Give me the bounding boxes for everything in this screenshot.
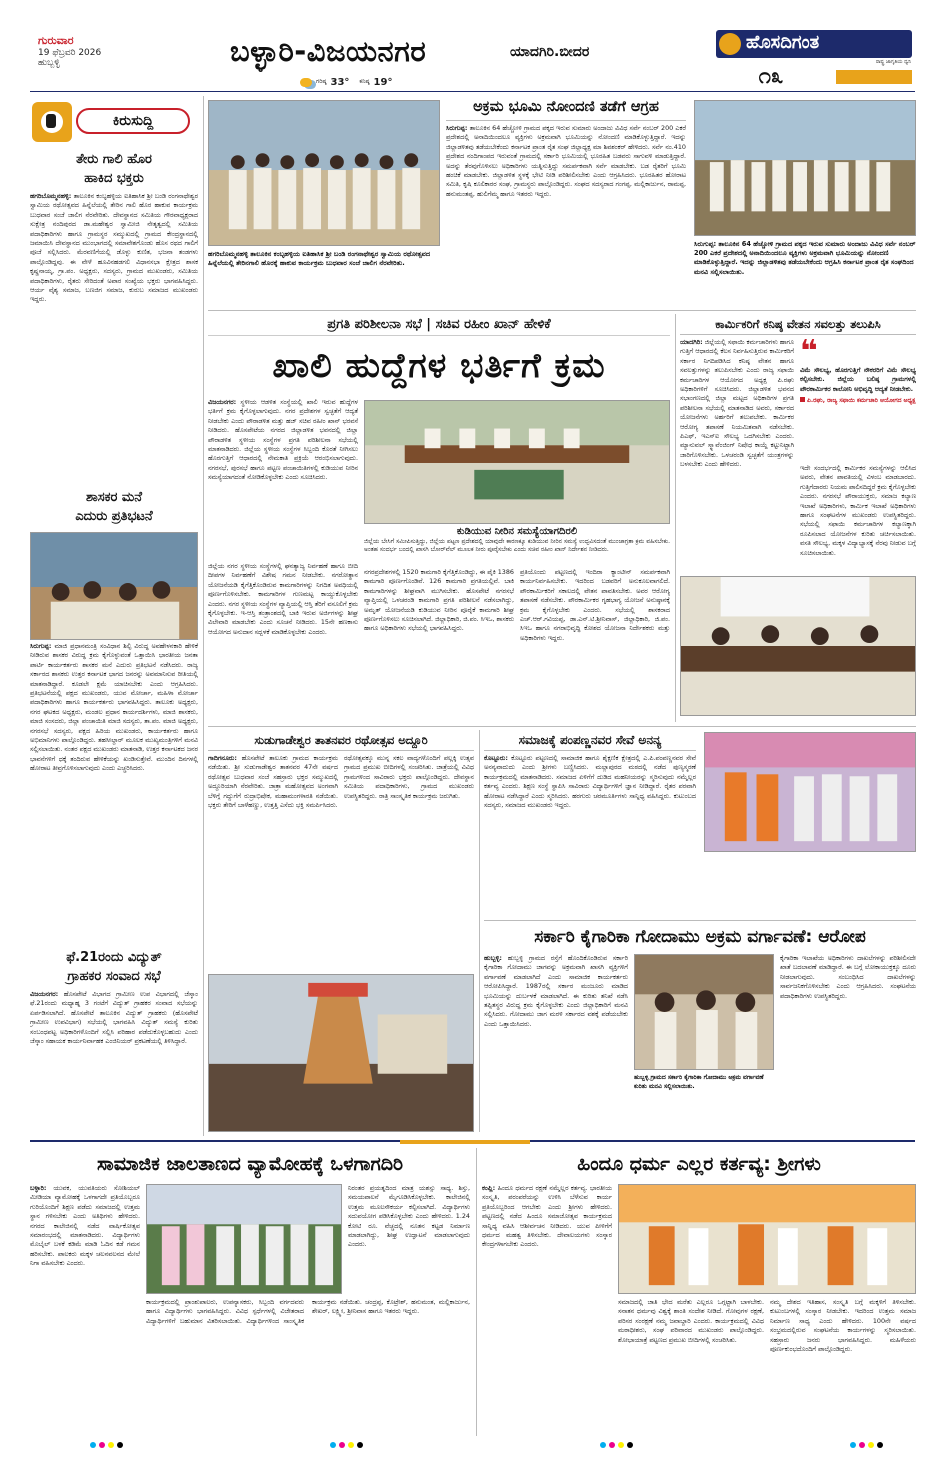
kirusuddi-story2-text: ಮಾಜಿ ಪ್ರಧಾನಮಂತ್ರಿ ಸಂವಿಧಾನ ಶಿಲ್ಪಿ ವಿರುದ್ಧ ಅವಹೇಳನಕಾರಿ ಹೇಳಿಕೆ ನೀಡಿರುವ ಶಾಸಕರ ವಿರುದ್ಧ ಕ್ರಮ ಕೈಗೊಳ್ಳುವಂತೆ ಒತ್ತಾಯಿಸಿ ಭಾರತೀಯ ಜನತಾ ಪಾರ್ಟಿ ಕಾರ್ಯಕರ್ತರು ಶಾಸಕರ ಮನೆ ಎದುರು ಪ್ರತಿಭಟನೆ ನಡೆಸಿದರು. ರಾಜ್ಯ ಸರ್ಕಾರದ ಶಾಸಕರು ಉತ್ತರ ಕರ್ನಾಟಕ ಭಾಗದ ಜನರನ್ನು ಅವಮಾನಿಸುವ ರೀತಿಯಲ್ಲಿ ಮಾತನಾಡಿದ್ದಾರೆ. ಕೂಡಲೇ ಕ್ಷಮೆ ಯಾಚಿಸಬೇಕು ಎಂದು ಆಗ್ರಹಿಸಿದರು. ಪ್ರತಿಭಟನೆಯಲ್ಲಿ ಪಕ್ಷದ ಮುಖಂಡರು, ಯುವ ಮೋರ್ಚಾ, ಮಹಿಳಾ ಮೋರ್ಚಾ ಪದಾಧಿಕಾರಿಗಳು ಹಾಗೂ ಕಾರ್ಯಕರ್ತರು ಭಾಗವಹಿಸಿದ್ದರು. ತಾಲೂಕು ಅಧ್ಯಕ್ಷರು, ನಗರ ಘಟಕದ ಅಧ್ಯಕ್ಷರು, ಮಂಡಲ ಪ್ರಧಾನ ಕಾರ್ಯದರ್ಶಿಗಳು, ಮಾಜಿ ಶಾಸಕರು, ಮಾಜಿ ಸಂಸದರು, ಜಿಲ್ಲಾ ಪಂಚಾಯಿತಿ ಮಾಜಿ ಸದಸ್ಯರು, ತಾ.ಪಂ. ಮಾಜಿ ಅಧ್ಯಕ್ಷರು, ನಗರಸಭೆ ಸದಸ್ಯರು, ಪಕ್ಷದ ಹಿರಿಯ ಮುಖಂಡರು, ಕಾರ್ಯಕರ್ತರು ಹಾಗೂ ಅಭಿಮಾನಿಗಳು ಪಾಲ್ಗೊಂಡಿದ್ದರು. ತಹಸೀಲ್ದಾರ್ ಮೂಲಕ ಮುಖ್ಯಮಂತ್ರಿಗಳಿಗೆ ಮನವಿ ಸಲ್ಲಿಸಲಾಯಿತು. ನಂತರ ಪಕ್ಷದ ಮುಖಂಡರು ಮಾತನಾಡಿ, ಉತ್ತರ ಕರ್ನಾಟಕದ ಜನರ ಭಾವನೆಗಳಿಗೆ ಧಕ್ಕೆ ತಂದಿರುವ ಹೇಳಿಕೆಯನ್ನು ಖಂಡಿಸುತ್ತೇವೆ. ಮುಂದಿನ ದಿನಗಳಲ್ಲಿ ಹೋರಾಟ ತೀವ್ರಗೊಳಿಸಲಾಗುವುದು ಎಂದು ಎಚ್ಚರಿಸಿದರು. xyxy=(30,642,198,773)
masthead xyxy=(0,0,945,92)
dharma-dateline: ಕಂಪ್ಲಿ: xyxy=(482,1184,496,1192)
wage-dateline: ಯಾದಗಿರಿ: xyxy=(680,338,703,346)
black-dot xyxy=(877,1442,883,1448)
social-text3: ಕಾರ್ಯಕ್ರಮದಲ್ಲಿ ಪ್ರಾಂಶುಪಾಲರು, ಉಪನ್ಯಾಸಕರು, ಸಿಬ್ಬಂದಿ ವರ್ಗದವರು ಹಾಗೂ ವಿದ್ಯಾರ್ಥಿಗಳು ಭಾಗವಹಿಸಿದ್ದರು. ವಿವಿಧ ಸ್ಪರ್ಧೆಗಳಲ್ಲಿ ವಿಜೇತರಾದ ವಿದ್ಯಾರ್ಥಿಗಳಿಗೆ ಬಹುಮಾನ ವಿತರಿಸಲಾಯಿತು. ವಿದ್ಯಾರ್ಥಿಗಳಿಂದ ಸಾಂಸ್ಕೃತಿಕ ಕಾರ್ಯಕ್ರಮ ನಡೆಯಿತು. ಚಂದ್ರಪ್ಪ, ಕೊಟ್ರೇಶ್, ಹನುಮಂತ, ಮಲ್ಲಿಕಾರ್ಜುನ, ಶೇಖರ್, ಲಕ್ಷ್ಮೀ, ಶ್ರೀನಿವಾಸ ಹಾಗೂ ಇತರರು ಇದ್ದರು. xyxy=(146,1298,470,1325)
lead-col1 xyxy=(208,398,358,558)
dharma-event-photo xyxy=(618,1184,916,1294)
seva-col1 xyxy=(484,754,696,914)
chariot-wheel-caption: ಹಗರಿಬೊಮ್ಮನಹಳ್ಳಿ ತಾಲೂಕಿನ ಕಂಬ್ಳಹಳ್ಳಿಯ ಐತಿಹಾಸಿಕ ಶ್ರೀ ಬಂಡಿ ರಂಗನಾಥೇಶ್ವರ ಸ್ವಾಮಿಯ ರಥೋತ್ಸವದ ಹಿನ್ನೆಲೆಯಲ್ಲಿ ತೇರಿನಗಾಲಿ ಹೊರಕ್ಕೆ ಹಾಕುವ ಕಾರ್ಯಕ್ರಮ ಬುಧವಾರ ಸಂಜೆ ಜಾಲಿಗ ನೆರವೇರಿತು. xyxy=(208,250,431,268)
row-rule-2 xyxy=(208,726,916,727)
kirusuddi-story1-head-line2: ಹಾಕಿದ ಭಕ್ತರು xyxy=(84,171,144,186)
page-strip xyxy=(836,70,912,84)
wage-story-head: ಕಾರ್ಮಿಕರಿಗೆ ಕನಿಷ್ಠ ವೇತನ ಸವಲತ್ತು ತಲುಪಿಸಿ xyxy=(680,314,916,335)
magenta-dot xyxy=(339,1442,345,1448)
lead-col1-text: ಸ್ಥಳೀಯ ಆಡಳಿತ ಸಂಸ್ಥೆಯಲ್ಲಿ ಖಾಲಿ ಇರುವ ಹುದ್ದೆಗಳ ಭರ್ತಿಗೆ ಕ್ರಮ ಕೈಗೊಳ್ಳಲಾಗುವುದು. ನಗರ ಪ್ರದೇಶಗಳ ಸ್ವಚ್ಛತೆಗೆ ಆದ್ಯತೆ ನೀಡಬೇಕು ಎಂದು ಪೌರಾಡಳಿತ ಮತ್ತು ಹಜ್ ಸಚಿವ ರಹೀಂ ಖಾನ್ ಭರವಸೆ ನೀಡಿದರು. ಹೊಸಪೇಟೆಯ ನಗರದ ಜಿಲ್ಲಾಡಳಿತ ಭವನದಲ್ಲಿ ಜಿಲ್ಲಾ ಪೌರಾಡಳಿತ ಸ್ಥಳೀಯ ಸಂಸ್ಥೆಗಳ ಪ್ರಗತಿ ಪರಿಶೀಲನಾ ಸಭೆಯಲ್ಲಿ ಮಾತನಾಡಿದರು. ಜಿಲ್ಲೆಯ ಸ್ಥಳೀಯ ಸಂಸ್ಥೆಗಳ ಸಿಬ್ಬಂದಿ ಕೊರತೆ ನೀಗಿಸಲು ಹೊರಗುತ್ತಿಗೆ ಆಧಾರದಲ್ಲಿ ನೇಮಕಾತಿ ಪ್ರಕ್ರಿಯೆ ಆರಂಭಿಸಲಾಗುವುದು. ನಗರಸಭೆ, ಪುರಸಭೆ ಹಾಗೂ ಪಟ್ಟಣ ಪಂಚಾಯಿತಿಗಳಲ್ಲಿ ಕುಡಿಯುವ ನೀರಿನ ಸಮಸ್ಯೆಯಾಗದಂತೆ ನೋಡಿಕೊಳ್ಳಬೇಕು ಎಂದು ಸೂಚಿಸಿದರು. xyxy=(208,398,358,482)
seva-story-head: ಸಮಾಜಕ್ಕೆ ಪಂಪಣ್ಣನವರ ಸೇವೆ ಅನನ್ಯ xyxy=(484,730,696,751)
social-col3 xyxy=(146,1298,470,1434)
dharma-col3 xyxy=(770,1298,916,1434)
wage-story-text: ಜಿಲ್ಲೆಯಲ್ಲಿ ಸಫಾಯಿ ಕರ್ಮಚಾರಿಗಳು ಹಾಗೂ ಗುತ್ತಿಗೆ ಆಧಾರದಲ್ಲಿ ಕೆಲಸ ನಿರ್ವಹಿಸುತ್ತಿರುವ ಕಾರ್ಮಿಕರಿಗೆ ಸರ್ಕಾರ ನಿಗದಿಪಡಿಸಿದ ಕನಿಷ್ಠ ವೇತನ ಹಾಗೂ ಸವಲತ್ತುಗಳನ್ನು ತಲುಪಿಸಬೇಕು ಎಂದು ರಾಜ್ಯ ಸಫಾಯಿ ಕರ್ಮಚಾರಿಗಳ ಆಯೋಗದ ಅಧ್ಯಕ್ಷ ಪಿ.ರಘು ಅಧಿಕಾರಿಗಳಿಗೆ ಸೂಚಿಸಿದರು. ಜಿಲ್ಲಾಡಳಿತ ಭವನದ ಸಭಾಂಗಣದಲ್ಲಿ ಜಿಲ್ಲಾ ಮಟ್ಟದ ಅಧಿಕಾರಿಗಳ ಪ್ರಗತಿ ಪರಿಶೀಲನಾ ಸಭೆಯಲ್ಲಿ ಮಾತನಾಡಿದ ಅವರು, ಸರ್ಕಾರದ ಯೋಜನೆಗಳು ಅರ್ಹರಿಗೆ ತಲುಪಬೇಕು. ಕಾರ್ಮಿಕರ ಆರೋಗ್ಯ ತಪಾಸಣೆ ನಿಯಮಿತವಾಗಿ ನಡೆಸಬೇಕು. ಪಿಎಫ್, ಇಎಸ್ಐ ಸೌಲಭ್ಯ ಒದಗಿಸಬೇಕು ಎಂದರು. ಮ್ಯಾನುವಲ್ ಸ್ಕ್ಯಾವೆಂಜಿಂಗ್ ನಿಷೇಧ ಕಾಯ್ದೆ ಕಟ್ಟುನಿಟ್ಟಾಗಿ ಜಾರಿಗೊಳಿಸಬೇಕು. ಒಳಚರಂಡಿ ಸ್ವಚ್ಛತೆಗೆ ಯಂತ್ರಗಳನ್ನು ಬಳಸಬೇಕು ಎಂದು ಹೇಳಿದರು. xyxy=(680,338,794,469)
godown-story-head: ಸರ್ಕಾರಿ ಕೈಗಾರಿಕಾ ಗೋದಾಮು ಅಕ್ರಮ ವರ್ಗಾವಣೆ: ಆರೋಪ xyxy=(534,927,866,947)
column-rule xyxy=(675,314,676,722)
dharma-col1 xyxy=(482,1184,612,1434)
kirusuddi-header xyxy=(30,100,198,144)
column-rule xyxy=(476,1148,477,1436)
lead-photo-caption-head: ಕುಡಿಯುವ ನೀರಿನ ಸಮಸ್ಯೆಯಾಗದಿರಲಿ xyxy=(456,526,578,537)
land-protest-photo xyxy=(694,100,916,236)
kirusuddi-label-pill xyxy=(76,108,190,134)
cyan-dot xyxy=(90,1442,96,1448)
lead-col4 xyxy=(520,568,670,720)
land-story-head: ಅಕ್ರಮ ಭೂಮಿ ನೋಂದಣಿ ತಡೆಗೆ ಆಗ್ರಹ xyxy=(446,96,686,121)
yellow-dot xyxy=(618,1442,624,1448)
registration-marks-left xyxy=(90,1442,123,1448)
masthead-underline xyxy=(30,91,915,92)
kirusuddi-story3-body xyxy=(30,990,198,1132)
magenta-dot xyxy=(99,1442,105,1448)
paper-tagline: ರಾಷ್ಟ್ರ ಜಾಗೃತಿಯ ಧ್ವನಿ xyxy=(875,59,911,65)
chariot-dateline: ಗಾದಿಗನೂರು: xyxy=(208,754,237,762)
edition-subtitle: ಯಾದಗಿರಿ.ಬೀದರ xyxy=(510,44,590,60)
meeting-photo xyxy=(364,400,670,524)
kirusuddi-story2-head-line2: ಎದುರು ಪ್ರತಿಭಟನೆ xyxy=(75,509,153,524)
wage-story-col1 xyxy=(680,338,794,570)
yellow-dot xyxy=(868,1442,874,1448)
bottom-band-bar xyxy=(30,1140,915,1144)
lead-col2-text: ಜಿಲ್ಲೆಯ ನಗರ ಸ್ಥಳೀಯ ಸಂಸ್ಥೆಗಳಲ್ಲಿ ಘನತ್ಯಾಜ್ಯ ನಿರ್ವಹಣೆ ಹಾಗೂ ಬೀದಿ ದೀಪಗಳ ನಿರ್ವಹಣೆಗೆ ವಿಶೇಷ ಗಮನ ನೀಡಬೇಕು. ನಗರೋತ್ಥಾನ ಯೋಜನೆಯಡಿ ಕೈಗೆತ್ತಿಕೊಂಡಿರುವ ಕಾಮಗಾರಿಗಳನ್ನು ನಿಗದಿತ ಅವಧಿಯಲ್ಲಿ ಪೂರ್ಣಗೊಳಿಸಬೇಕು. ಕಾಮಗಾರಿಗಳ ಗುಣಮಟ್ಟ ಕಾಯ್ದುಕೊಳ್ಳಬೇಕು ಎಂದರು. ನಗರ ಸ್ಥಳೀಯ ಸಂಸ್ಥೆಗಳ ವ್ಯಾಪ್ತಿಯಲ್ಲಿ ಆಸ್ತಿ ತೆರಿಗೆ ವಸೂಲಿಗೆ ಕ್ರಮ ಕೈಗೊಳ್ಳಬೇಕು. ಇ-ಆಸ್ತಿ ತಂತ್ರಾಂಶದಲ್ಲಿ ಬಾಕಿ ಇರುವ ಅರ್ಜಿಗಳನ್ನು ಶೀಘ್ರ ವಿಲೇವಾರಿ ಮಾಡಬೇಕು ಎಂದು ಸೂಚನೆ ನೀಡಿದರು. 15ನೇ ಹಣಕಾಸು ಆಯೋಗದ ಅನುದಾನ ಸದ್ಬಳಕೆ ಮಾಡಿಕೊಳ್ಳಬೇಕು ಎಂದರು. xyxy=(208,562,358,636)
lead-photo-caption-body: ಜಿಲ್ಲೆಯ ಬೇಸಿಗೆ ಸಮೀಪಿಸುತ್ತಿದ್ದು, ಜಿಲ್ಲೆಯ ಪಟ್ಟಣ ಪ್ರದೇಶದಲ್ಲಿ ಯಾವುದೇ ಕಾರಣಕ್ಕೂ ಕುಡಿಯುವ ನೀರಿನ ಸಮಸ್ಯೆ ಉದ್ಭವಿಸದಂತೆ ಮುಂಜಾಗ್ರತಾ ಕ್ರಮ ವಹಿಸಬೇಕು. ಅಂತಹ ಸಂದರ್ಭ ಬಂದಲ್ಲಿ ಖಾಸಗಿ ಬೋರ್‌ವೆಲ್ ಮೂಲಕ ನೀರು ಪೂರೈಸಬೇಕು ಎಂದು ಸಚಿವ ರಹೀಂ ಖಾನ್ ನಿರ್ದೇಶನ ನೀಡಿದರು. xyxy=(364,538,670,553)
kirusuddi-story3-head xyxy=(30,948,198,988)
seva-story xyxy=(484,730,916,916)
column-rule xyxy=(203,96,204,1136)
kirusuddi-story2-head-line1: ಶಾಸಕರ ಮನೆ xyxy=(86,490,142,505)
wage-quote-attr-text: ಪಿ.ರಘು, ರಾಜ್ಯ ಸಫಾಯಿ ಕರ್ಮಚಾರಿ ಆಯೋಗದ ಅಧ್ಯಕ್ಷ xyxy=(807,397,916,405)
land-story xyxy=(446,96,686,306)
chariot-text2: ರಥೋತ್ಸವಕ್ಕೂ ಮುನ್ನ ಸಕಲ ವಾದ್ಯಗಳೊಂದಿಗೆ ಪಲ್ಲಕ್ಕಿ ಉತ್ಸವ ಗ್ರಾಮದ ಪ್ರಮುಖ ಬೀದಿಗಳಲ್ಲಿ ಸಂಚರಿಸಿತು. ಜಾತ್ರೆಯಲ್ಲಿ ವಿವಿಧ ಗ್ರಾಮಗಳಿಂದ ಸಾವಿರಾರು ಭಕ್ತರು ಪಾಲ್ಗೊಂಡಿದ್ದರು. ದೇವಸ್ಥಾನ ಸಮಿತಿಯ ಪದಾಧಿಕಾರಿಗಳು, ಗ್ರಾಮದ ಮುಖಂಡರು ಉಪಸ್ಥಿತರಿದ್ದರು. ರಾತ್ರಿ ಸಾಂಸ್ಕೃತಿಕ ಕಾರ್ಯಕ್ರಮ ಜರುಗಿತು. xyxy=(344,754,474,800)
black-dot xyxy=(357,1442,363,1448)
bottom-band-accent xyxy=(400,1140,530,1144)
land-story-body xyxy=(446,124,686,306)
page-number: ೧೩ xyxy=(758,64,784,89)
chariot-col1 xyxy=(208,754,338,968)
dharma-text2: ಸಮಾಜದಲ್ಲಿ ಜಾತಿ ಭೇದ ಮರೆತು ಎಲ್ಲರೂ ಒಗ್ಗಟ್ಟಾಗಿ ಬಾಳಬೇಕು. ಸನಾತನ ಧರ್ಮವು ವಿಶ್ವಕ್ಕೆ ಶಾಂತಿ ಸಂದೇಶ ನೀಡಿದೆ. ಗೋವುಗಳ ರಕ್ಷಣೆ, ಪರಿಸರ ಸಂರಕ್ಷಣೆ ನಮ್ಮ ಜವಾಬ್ದಾರಿ ಎಂದರು. ಕಾರ್ಯಕ್ರಮದಲ್ಲಿ ವಿವಿಧ ಮಠಾಧೀಶರು, ಸಂಘ ಪರಿವಾರದ ಮುಖಂಡರು ಪಾಲ್ಗೊಂಡಿದ್ದರು. ಶೋಭಾಯಾತ್ರೆ ಪಟ್ಟಣದ ಪ್ರಮುಖ ಬೀದಿಗಳಲ್ಲಿ ಸಂಚರಿಸಿತು. xyxy=(618,1298,764,1344)
chariot-story xyxy=(208,730,474,1132)
godown-col1 xyxy=(484,954,628,1130)
registration-marks-right xyxy=(850,1442,883,1448)
magenta-dot xyxy=(859,1442,865,1448)
lead-col3-text: ನಗರಪ್ರದೇಶಗಳಲ್ಲಿ 1520 ಕಾಮಗಾರಿ ಕೈಗೆತ್ತಿಕೊಂಡಿದ್ದು, ಈ ಪೈಕಿ 1386 ಕಾಮಗಾರಿ ಪೂರ್ಣಗೊಂಡಿವೆ. 126 ಕಾಮಗಾರಿ ಪ್ರಗತಿಯಲ್ಲಿವೆ. ಬಾಕಿ ಕಾಮಗಾರಿಗಳನ್ನು ಶೀಘ್ರವಾಗಿ ಮುಗಿಸಬೇಕು. ಹೊಸಪೇಟೆ ನಗರಸಭೆ ವ್ಯಾಪ್ತಿಯಲ್ಲಿ ಒಳಚರಂಡಿ ಕಾಮಗಾರಿ ಪ್ರಗತಿ ಪರಿಶೀಲನೆ ನಡೆಸಲಾಗಿದ್ದು, ಅಮೃತ್ ಯೋಜನೆಯಡಿ ಕುಡಿಯುವ ನೀರಿನ ಪೂರೈಕೆ ಕಾಮಗಾರಿ ಶೀಘ್ರ ಪೂರ್ಣಗೊಳಿಸಲು ಸೂಚಿಸಲಾಗಿದೆ. ಜಿಲ್ಲಾಧಿಕಾರಿ, ಜಿ.ಪಂ. ಸಿಇಒ, ಶಾಸಕರು ಹಾಗೂ ಅಧಿಕಾರಿಗಳು ಸಭೆಯಲ್ಲಿ ಭಾಗವಹಿಸಿದ್ದರು. xyxy=(364,568,514,633)
lead-col3 xyxy=(364,568,514,720)
row-rule-1 xyxy=(208,310,916,311)
registration-marks-mid2 xyxy=(600,1442,633,1448)
kirusuddi-story3-text: ಹೊಸಪೇಟೆ ವಿಭಾಗದ ಗ್ರಾಮೀಣ ಉಪ ವಿಭಾಗದಲ್ಲಿ ಜೆಸ್ಕಾಂ ಫೆ.21ರಂದು ಮಧ್ಯಾಹ್ನ 3 ಗಂಟೆಗೆ ವಿದ್ಯುತ್ ಗ್ರಾಹಕರ ಸಂವಾದ ಸಭೆಯನ್ನು ಏರ್ಪಡಿಸಲಾಗಿದೆ. ಹೊಸಪೇಟೆ ತಾಲೂಕಿನ ವಿದ್ಯುತ್ ಗ್ರಾಹಕರು (ಹೊಸಪೇಟೆ ಗ್ರಾಮೀಣ ಉಪವಿಭಾಗ) ಸಭೆಯಲ್ಲಿ ಭಾಗವಹಿಸಿ ವಿದ್ಯುತ್ ಸಮಸ್ಯೆ ಕುರಿತು ಸಂಬಂಧಪಟ್ಟ ಅಧಿಕಾರಿಗಳೊಂದಿಗೆ ಸಲ್ಲಿಸಿ ಪರಿಹಾರ ಪಡೆದುಕೊಳ್ಳಬಹುದು ಎಂದು ಜೆಸ್ಕಾಂ ಸಹಾಯಕ ಕಾರ್ಯನಿರ್ವಾಹಕ ಎಂಜಿನಿಯರ್ ಪ್ರಕಟಣೆಯಲ್ಲಿ ತಿಳಿಸಿದ್ದಾರೆ. xyxy=(30,990,198,1046)
land-protest-caption: ಸಿರುಗುಪ್ಪ: ತಾಲೂಕಿನ 64 ಹೆಚ್ಚೋಳಿ ಗ್ರಾಮದ ಪಕ್ಕದ ಇರುವ ಸುಮಾರು ಅಂದಾಜು ವಿವಿಧ ಸರ್ವೆ ನಂಬರ್ 200 ಎಕರೆ ಪ್ರದೇಶದಲ್ಲಿ ಅನಾದಿಯಿಂದಲೂ ವ್ಯಕ್ತಿಗಳು ಅಕ್ರಮವಾಗಿ ಭೂಮಿಯನ್ನು ನೋಂದಣಿ ಮಾಡಿಕೊಳ್ಳುತ್ತಿದ್ದಾರೆ. ಇದನ್ನು ಜಿಲ್ಲಾಡಳಿತವು ತಡೆಯಬೇಕೆಂದು ಆಗ್ರಹಿಸಿ ಕರ್ನಾಟಕ ಪ್ರಾಂತ ರೈತ ಸಂಘದಿಂದ ಮನವಿ ಸಲ್ಲಿಸಲಾಯಿತು. xyxy=(694,240,916,276)
social-story-head: ಸಾಮಾಜಿಕ ಜಾಲತಾಣದ ವ್ಯಾಮೋಹಕ್ಕೆ ಒಳಗಾಗದಿರಿ xyxy=(96,1153,404,1175)
college-event-photo xyxy=(146,1184,342,1294)
godown-text: ಹುಬ್ಬಳ್ಳಿ ಗ್ರಾಮದ ರಸ್ತೆಗೆ ಹೊಂದಿಕೊಂಡಿರುವ ಸರ್ಕಾರಿ ಕೈಗಾರಿಕಾ ಗೋದಾಮು ಜಾಗವನ್ನು ಅಕ್ರಮವಾಗಿ ಖಾಸಗಿ ವ್ಯಕ್ತಿಗಳಿಗೆ ವರ್ಗಾವಣೆ ಮಾಡಲಾಗಿದೆ ಎಂದು ಸಾಮಾಜಿಕ ಕಾರ್ಯಕರ್ತರು ಆರೋಪಿಸಿದ್ದಾರೆ. 1987ರಲ್ಲಿ ಸರ್ಕಾರ ಮಂಜೂರು ಮಾಡಿದ ಭೂಮಿಯನ್ನು ದುರ್ಬಳಕೆ ಮಾಡಲಾಗಿದೆ. ಈ ಕುರಿತು ತನಿಖೆ ನಡೆಸಿ ತಪ್ಪಿತಸ್ಥರ ವಿರುದ್ಧ ಕ್ರಮ ಕೈಗೊಳ್ಳಬೇಕು ಎಂದು ಜಿಲ್ಲಾಧಿಕಾರಿಗೆ ಮನವಿ ಸಲ್ಲಿಸಿದರು. ಗೋದಾಮು ಜಾಗ ಮರಳಿ ಸರ್ಕಾರದ ವಶಕ್ಕೆ ಪಡೆಯಬೇಕು ಎಂದು ಒತ್ತಾಯಿಸಿದರು. xyxy=(484,954,628,1028)
protest-photo xyxy=(30,532,198,640)
kirusuddi-label: ಕಿರುಸುದ್ದಿ xyxy=(112,113,154,129)
social-text: ಯುವಕ, ಯುವತಿಯರು ಸೋಶಿಯಲ್ ಮೀಡಿಯಾ ವ್ಯಾಮೋಹಕ್ಕೆ ಒಳಗಾಗದೇ ಪ್ರತಿಯೊಬ್ಬರೂ ಗುರಿಯೊಂದಿಗೆ ಶಿಕ್ಷಣ ಪಡೆದು ಸಮಾಜದಲ್ಲಿ ಉತ್ತಮ ಸ್ಥಾನ ಗಳಿಸಬೇಕು ಎಂದು ಅತಿಥಿಗಳು ಹೇಳಿದರು. ನಗರದ ಕಾಲೇಜಿನಲ್ಲಿ ನಡೆದ ವಾರ್ಷಿಕೋತ್ಸವ ಸಮಾರಂಭದಲ್ಲಿ ಮಾತನಾಡಿದರು. ವಿದ್ಯಾರ್ಥಿಗಳು ಮೊಬೈಲ್ ಬಳಕೆ ಕಡಿಮೆ ಮಾಡಿ ಓದಿನ ಕಡೆ ಗಮನ ಹರಿಸಬೇಕು. ಪಾಲಕರು ಮಕ್ಕಳ ಚಲನವಲನದ ಮೇಲೆ ನಿಗಾ ವಹಿಸಬೇಕು ಎಂದರು. xyxy=(30,1184,140,1268)
land-story-dateline: ಸಿರುಗುಪ್ಪ: xyxy=(446,124,468,132)
wage-quote: ವಿಮೆ ಸೌಲಭ್ಯ, ಹೊರಗುತ್ತಿಗೆ ನೌಕರರಿಗೆ ವಿಮೆ ಸೌಲಭ್ಯ ಕಲ್ಪಿಸಬೇಕು. ಜಿಲ್ಲೆಯ ಬಲಿಷ್ಠ ಗ್ರಾಮಗಳಲ್ಲಿ ಪೌರಕಾರ್ಮಿಕರ ಕಾಲೋನಿ ಅಭಿವೃದ್ಧಿ ಆದ್ಯತೆ ನೀಡಬೇಕು. xyxy=(800,366,916,393)
kirusuddi-story2-dateline: ಸಿರುಗುಪ್ಪ: xyxy=(30,642,52,650)
social-col2 xyxy=(348,1184,470,1296)
godown-photo-caption: ಹುಬ್ಬಳ್ಳಿ ಗ್ರಾಮದ ಸರ್ಕಾರಿ ಕೈಗಾರಿಕಾ ಗೋದಾಮು ಅಕ್ರಮ ವರ್ಗಾವಣೆ ಕುರಿತು ಮನವಿ ಸಲ್ಲಿಸಲಾಯಿತು. xyxy=(634,1074,764,1090)
chariot-col2 xyxy=(344,754,474,968)
weather-max-label: ಗರಿಷ್ಠ xyxy=(316,78,327,85)
yellow-dot xyxy=(108,1442,114,1448)
dharma-text: ಹಿಂದೂ ಧರ್ಮದ ರಕ್ಷಣೆ ನಮ್ಮೆಲ್ಲರ ಕರ್ತವ್ಯ. ಭಾರತೀಯ ಸಂಸ್ಕೃತಿ, ಪರಂಪರೆಯನ್ನು ಉಳಿಸಿ ಬೆಳೆಸುವ ಕಾರ್ಯ ಪ್ರತಿಯೊಬ್ಬರಿಂದ ಆಗಬೇಕು ಎಂದು ಶ್ರೀಗಳು ಹೇಳಿದರು. ಪಟ್ಟಣದಲ್ಲಿ ನಡೆದ ಹಿಂದೂ ಸಮಾಜೋತ್ಸವ ಕಾರ್ಯಕ್ರಮದ ಸಾನ್ನಿಧ್ಯ ವಹಿಸಿ ಆಶೀರ್ವಚನ ನೀಡಿದರು. ಯುವ ಪೀಳಿಗೆಗೆ ಧರ್ಮದ ಮಹತ್ವ ತಿಳಿಸಬೇಕು. ದೇವಾಲಯಗಳು ಸಂಸ್ಕಾರ ಕೇಂದ್ರಗಳಾಗಬೇಕು ಎಂದರು. xyxy=(482,1184,612,1249)
kirusuddi-story1-dateline: ಹಗರಿಬೊಮ್ಮನಹಳ್ಳಿ: xyxy=(30,192,72,200)
godown-dateline: ಹುಬ್ಬಳ್ಳಿ: xyxy=(484,954,502,962)
social-dateline: ಬಳ್ಳಾರಿ: xyxy=(30,1184,47,1192)
row-rule-3 xyxy=(484,920,916,921)
chariot-wheel-photo xyxy=(208,100,440,246)
lead-headline: ಖಾಲಿ ಹುದ್ದೆಗಳ ಭರ್ತಿಗೆ ಕ್ರಮ xyxy=(272,346,606,386)
seva-photo xyxy=(704,732,916,852)
godown-col2 xyxy=(780,954,916,1130)
chariot-text: ಹೊಸಪೇಟೆ ತಾಲೂಕು ಗ್ರಾಮದ ಕಾರ್ಯಕ್ರಮ ನಡೆಯಿತು. ಶ್ರೀ ಸುಡುಗಾಡೇಶ್ವರ ತಾತನವರ 47ನೇ ವರ್ಷದ ರಥೋತ್ಸವ ಬುಧವಾರ ಸಂಜೆ ಸಹಸ್ರಾರು ಭಕ್ತರ ಸಮ್ಮುಖದಲ್ಲಿ ಅದ್ದೂರಿಯಾಗಿ ನೆರವೇರಿತು. ಜಾತ್ರಾ ಮಹೋತ್ಸವದ ಅಂಗವಾಗಿ ಬೆಳಿಗ್ಗೆ ಗದ್ದುಗೆಗೆ ರುದ್ರಾಭಿಷೇಕ, ಮಹಾಮಂಗಳಾರತಿ ನಡೆಯಿತು. ಭಕ್ತರು ತೇರಿಗೆ ಬಾಳೆಹಣ್ಣು, ಉತ್ತತ್ತಿ ಎಸೆದು ಭಕ್ತಿ ಸಮರ್ಪಿಸಿದರು. xyxy=(208,754,338,810)
dharma-text3: ನಮ್ಮ ದೇಶದ ಇತಿಹಾಸ, ಸಂಸ್ಕೃತಿ ಬಗ್ಗೆ ಮಕ್ಕಳಿಗೆ ತಿಳಿಸಬೇಕು. ಕುಟುಂಬಗಳಲ್ಲಿ ಸಂಸ್ಕಾರ ನೀಡಬೇಕು. ಇದರಿಂದ ಉತ್ತಮ ಸಮಾಜ ನಿರ್ಮಾಣ ಸಾಧ್ಯ ಎಂದು ಹೇಳಿದರು. 100ನೇ ವರ್ಷದ ಸಂಭ್ರಮದಲ್ಲಿರುವ ಸಂಘಟನೆಯ ಕಾರ್ಯಗಳನ್ನು ಸ್ಮರಿಸಲಾಯಿತು. ಸಹಸ್ರಾರು ಜನರು ಭಾಗವಹಿಸಿದ್ದರು. ಮಹಿಳೆಯರು ಪೂರ್ಣಕುಂಭದೊಂದಿಗೆ ಪಾಲ್ಗೊಂಡಿದ್ದರು. xyxy=(770,1298,916,1354)
chariot-story-head: ಸುಡುಗಾಡೇಶ್ವರ ತಾತನವರ ರಥೋತ್ಸವ ಅದ್ದೂರಿ xyxy=(208,730,474,751)
wage-story-text2: ಇದೇ ಸಂದರ್ಭದಲ್ಲಿ ಕಾರ್ಮಿಕರ ಸಮಸ್ಯೆಗಳನ್ನು ಆಲಿಸಿದ ಅವರು, ವೇತನ ಪಾವತಿಯಲ್ಲಿ ವಿಳಂಬ ಮಾಡಬಾರದು. ಗುತ್ತಿಗೆದಾರರು ನಿಯಮ ಪಾಲಿಸದಿದ್ದರೆ ಕ್ರಮ ಕೈಗೊಳ್ಳಬೇಕು ಎಂದರು. ನಗರಸಭೆ ಪೌರಾಯುಕ್ತರು, ಸಮಾಜ ಕಲ್ಯಾಣ ಇಲಾಖೆ ಅಧಿಕಾರಿಗಳು, ಕಾರ್ಮಿಕ ಇಲಾಖೆ ಅಧಿಕಾರಿಗಳು ಹಾಗೂ ಸಂಘಟನೆಗಳ ಮುಖಂಡರು ಉಪಸ್ಥಿತರಿದ್ದರು. ಸಭೆಯಲ್ಲಿ ಸಫಾಯಿ ಕರ್ಮಚಾರಿಗಳ ಕಲ್ಯಾಣಕ್ಕಾಗಿ ರೂಪಿಸಲಾದ ಯೋಜನೆಗಳ ಕುರಿತು ಚರ್ಚಿಸಲಾಯಿತು. ವಸತಿ ಸೌಲಭ್ಯ, ಮಕ್ಕಳ ವಿದ್ಯಾಭ್ಯಾಸಕ್ಕೆ ನೆರವು ನೀಡುವ ಬಗ್ಗೆ ಸೂಚಿಸಲಾಯಿತು. xyxy=(800,464,916,557)
kirusuddi-story1-text: ತಾಲೂಕಿನ ಕಂಬ್ಳಹಳ್ಳಿಯ ಐತಿಹಾಸಿಕ ಶ್ರೀ ಬಂಡಿ ರಂಗನಾಥೇಶ್ವರ ಸ್ವಾಮಿಯ ರಥೋತ್ಸವದ ಹಿನ್ನೆಲೆಯಲ್ಲಿ ತೇರಿನ ಗಾಲಿ ಹೊರ ಹಾಕುವ ಕಾರ್ಯಕ್ರಮ ಬುಧವಾರ ಸಂಜೆ ಜಾಲಿಗ ನೆರವೇರಿತು. ದೇವಸ್ಥಾನದ ಸಮಿತಿಯ ಗೌರವಾಧ್ಯಕ್ಷರಾದ ಸುಕ್ಷೇತ್ರ ನಂದಿಪುರದ ಡಾ.ಮಹೇಶ್ವರ ಸ್ವಾಮೀಜಿ ನೇತೃತ್ವದಲ್ಲಿ ಸಮಿತಿಯ ಪದಾಧಿಕಾರಿಗಳು ಹಾಗೂ ಗ್ರಾಮಸ್ಥರ ಸಮ್ಮುಖದಲ್ಲಿ ಗ್ರಾಮದ ಕೇಂದ್ರಸ್ಥಾನದಲ್ಲಿ ಜಮಾಯಿಸಿ ದೇವಸ್ಥಾನದ ಮುಂಭಾಗದಲ್ಲಿ ಸಮಾವೇಶಗೊಂಡು ಹೊಸ ರಥದ ಗಾಲಿಗೆ ಪೂಜೆ ಸಲ್ಲಿಸಿದರು. ಮೆರವಣಿಗೆಯಲ್ಲಿ ಡೊಳ್ಳು ಕುಣಿತ, ಭಜನಾ ತಂಡಗಳು ಪಾಲ್ಗೊಂಡಿದ್ದವು. ಈ ವೇಳೆ ಹೂವಿನಹಡಗಲಿ ವಿಧಾನಸಭಾ ಕ್ಷೇತ್ರದ ಶಾಸಕ ಕೃಷ್ಣನಾಯ್ಕ, ಗ್ರಾ.ಪಂ. ಅಧ್ಯಕ್ಷರು, ಸದಸ್ಯರು, ಗ್ರಾಮದ ಮುಖಂಡರು, ಸಮಿತಿಯ ಪದಾಧಿಕಾರಿಗಳು, ರೈತರು ಸೇರಿದಂತೆ ಅಪಾರ ಸಂಖ್ಯೆಯ ಭಕ್ತರು ಭಾಗವಹಿಸಿದ್ದರು. ಆರ್ಯ ವೈಶ್ಯ ಸಮಾಜ, ಬಣಜಿಗ ಸಮಾಜ, ಕುರುಬ ಸಮಾಜದ ಮುಖಂಡರು ಇದ್ದರು. xyxy=(30,192,198,304)
brand-logo-icon xyxy=(719,33,741,55)
masthead-city: ಹುಬ್ಬಳ್ಳಿ xyxy=(38,58,60,68)
sun-cloud-icon xyxy=(300,78,312,87)
masthead-date: 19 ಫೆಬ್ರವರಿ 2026 xyxy=(38,48,102,58)
social-col1 xyxy=(30,1184,140,1434)
wage-quote-attr xyxy=(800,397,916,405)
magenta-dot xyxy=(609,1442,615,1448)
weather-min-label: ಕನಿಷ್ಠ xyxy=(359,78,370,85)
dharma-col2 xyxy=(618,1298,764,1434)
kirusuddi-story3-dateline: ವಿಜಯನಗರ: xyxy=(30,990,59,998)
red-square-icon xyxy=(800,397,805,402)
godown-story xyxy=(484,924,916,1132)
cyan-dot xyxy=(600,1442,606,1448)
registration-marks-mid xyxy=(330,1442,363,1448)
lead-kicker: ಪ್ರಗತಿ ಪರಿಶೀಲನಾ ಸಭೆ | ಸಚಿವ ರಹೀಂ ಖಾನ್ ಹೇಳಿಕೆ xyxy=(208,314,670,336)
brand-bar xyxy=(716,30,912,58)
yellow-dot xyxy=(348,1442,354,1448)
quote-icon: ❝ xyxy=(800,338,818,369)
chariot-festival-photo xyxy=(208,974,474,1132)
kirusuddi-story1-head-line1: ತೇರು ಗಾಲಿ ಹೊರ xyxy=(76,152,152,167)
kirusuddi-story2-body xyxy=(30,642,198,944)
weather-max: 33° xyxy=(330,76,350,88)
godown-text2: ಕೈಗಾರಿಕಾ ಇಲಾಖೆಯ ಅಧಿಕಾರಿಗಳು ದಾಖಲೆಗಳನ್ನು ಪರಿಶೀಲಿಸದೇ ಖಾತೆ ಬದಲಾವಣೆ ಮಾಡಿದ್ದಾರೆ. ಈ ಬಗ್ಗೆ ಲೋಕಾಯುಕ್ತಕ್ಕೂ ದೂರು ನೀಡಲಾಗುವುದು. ಸಂಬಂಧಿಸಿದ ದಾಖಲೆಗಳನ್ನು ಸಾರ್ವಜನಿಕಗೊಳಿಸಬೇಕು ಎಂದು ಆಗ್ರಹಿಸಿದರು. ಸಂಘಟನೆಯ ಪದಾಧಿಕಾರಿಗಳು ಉಪಸ್ಥಿತರಿದ್ದರು. xyxy=(780,954,916,1000)
lead-story xyxy=(208,314,670,722)
kirusuddi-story2-head xyxy=(30,488,198,528)
seva-text: ಕೊಟ್ಟೂರು ಪಟ್ಟಣದಲ್ಲಿ ಸಾಮಾಜಿಕ ಹಾಗೂ ಶೈಕ್ಷಣಿಕ ಕ್ಷೇತ್ರದಲ್ಲಿ ಎ.ಪಿ.ಪಂಪಣ್ಣನವರ ಸೇವೆ ಅನನ್ಯವಾದುದು ಎಂದು ಶ್ರೀಗಳು ಬಣ್ಣಿಸಿದರು. ಮಲ್ಲಾಪುರದ ಮಠದಲ್ಲಿ ನಡೆದ ಪುಣ್ಯಸ್ಮರಣೆ ಕಾರ್ಯಕ್ರಮದಲ್ಲಿ ಮಾತನಾಡಿದರು. ಸಮಾಜದ ಏಳಿಗೆಗೆ ದುಡಿದ ಮಹನೀಯರನ್ನು ಸ್ಮರಿಸುವುದು ನಮ್ಮೆಲ್ಲರ ಕರ್ತವ್ಯ ಎಂದರು. ಶಿಕ್ಷಣ ಸಂಸ್ಥೆ ಸ್ಥಾಪಿಸಿ ಸಾವಿರಾರು ವಿದ್ಯಾರ್ಥಿಗಳಿಗೆ ಜ್ಞಾನ ನೀಡಿದ್ದಾರೆ. ರೈತರ ಪರವಾಗಿ ಹೋರಾಟ ನಡೆಸಿದ್ದಾರೆ ಎಂದು ಸ್ಮರಿಸಿದರು. ಹರಗುರು ಚರಮೂರ್ತಿಗಳು ಸಾನ್ನಿಧ್ಯ ವಹಿಸಿದ್ದರು. ಕುಟುಂಬದ ಸದಸ್ಯರು, ಸಮಾಜದ ಮುಖಂಡರು ಇದ್ದರು. xyxy=(484,754,696,810)
weather-min: 19° xyxy=(373,76,393,88)
cyan-dot xyxy=(850,1442,856,1448)
edition-title: ಬಳ್ಳಾರಿ-ವಿಜಯನಗರ xyxy=(230,34,427,68)
kirusuddi-story3-head-line1: ಫೆ.21ರಂದು ವಿದ್ಯುತ್ xyxy=(66,950,162,965)
lead-col4-text: ಪ್ರತಿಯೊಂದು ಪಟ್ಟಣದಲ್ಲಿ ಇಂದಿರಾ ಕ್ಯಾಂಟೀನ್ ಸಮರ್ಪಕವಾಗಿ ಕಾರ್ಯನಿರ್ವಹಿಸಬೇಕು. ಇದರಿಂದ ಬಡವರಿಗೆ ಅನುಕೂಲವಾಗಲಿದೆ. ಪೌರಕಾರ್ಮಿಕರಿಗೆ ಸಕಾಲದಲ್ಲಿ ವೇತನ ಪಾವತಿಸಬೇಕು. ಅವರ ಆರೋಗ್ಯ ತಪಾಸಣೆ ನಡೆಸಬೇಕು. ಪೌರಕಾರ್ಮಿಕರ ಗೃಹಭಾಗ್ಯ ಯೋಜನೆ ಅನುಷ್ಠಾನಕ್ಕೆ ಕ್ರಮ ಕೈಗೊಳ್ಳಬೇಕು ಎಂದರು. ಸಭೆಯಲ್ಲಿ ಶಾಸಕರಾದ ಎಚ್.ಆರ್.ಗವಿಯಪ್ಪ, ಡಾ.ಎನ್.ಟಿ.ಶ್ರೀನಿವಾಸ್, ಜಿಲ್ಲಾಧಿಕಾರಿ, ಜಿ.ಪಂ. ಸಿಇಒ ಹಾಗೂ ನಗರಾಭಿವೃದ್ಧಿ ಕೋಶದ ಯೋಜನಾ ನಿರ್ದೇಶಕರು ಮತ್ತು ಅಧಿಕಾರಿಗಳು ಇದ್ದರು. xyxy=(520,568,670,642)
land-story-text: ತಾಲೂಕಿನ 64 ಹೆಚ್ಚೋಳಿ ಗ್ರಾಮದ ಪಕ್ಕದ ಇರುವ ಸುಮಾರು ಅಂದಾಜು ವಿವಿಧ ಸರ್ವೆ ನಂಬರ್ 200 ಎಕರೆ ಪ್ರದೇಶದಲ್ಲಿ ಅನಾದಿಯಿಂದಲೂ ವ್ಯಕ್ತಿಗಳು ಅಕ್ರಮವಾಗಿ ಭೂಮಿಯನ್ನು ನೋಂದಣಿ ಮಾಡಿಕೊಳ್ಳುತ್ತಿದ್ದಾರೆ. ಇದನ್ನು ಜಿಲ್ಲಾಡಳಿತವು ತಡೆಯಬೇಕೆಂದು ಕರ್ನಾಟಕ ಪ್ರಾಂತ ರೈತ ಸಂಘ ಜಿಲ್ಲಾಧ್ಯಕ್ಷ ಮಾ ಶಿವಶಂಕರ್ ಹೇಳಿದರು. ಸರ್ವೆ ನಂ.410 ಪ್ರದೇಶದ ನಂದಿಗಾಂಪದ ಇರುವಂತೆ ಗ್ರಾಮದಲ್ಲಿ ಸರ್ಕಾರಿ ಭೂಮಿಯಲ್ಲಿ ಭೂರಹಿತ ಬಡವರು ಸಾಗುವಳಿ ಮಾಡುತ್ತಿದ್ದಾರೆ. ಅದನ್ನು ತೆರವುಗೊಳಿಸಲು ಅಧಿಕಾರಿಗಳು ಯತ್ನಿಸುತ್ತಿದ್ದು ಸಮರ್ಪಕವಾಗಿ ಸರ್ವೆ ಮಾಡಬೇಕು. ಬಡ ರೈತರಿಗೆ ಭೂಮಿ ಹಂಚಿಕೆ ಮಾಡಬೇಕು. ಜಿಲ್ಲಾಡಳಿತ ಸ್ಥಳಕ್ಕೆ ಭೇಟಿ ನೀಡಿ ಪರಿಶೀಲಿಸಬೇಕು ಎಂದು ಆಗ್ರಹಿಸಿದರು. ಭೂರಹಿತರ ಹೋರಾಟ ಸಮಿತಿ, ಕೃಷಿ ಕೂಲಿಕಾರರ ಸಂಘ, ಗ್ರಾಮಸ್ಥರು ಪಾಲ್ಗೊಂಡಿದ್ದರು. ಸಂಘದ ಸದಸ್ಯರಾದ ಗಂಗಪ್ಪ, ಮಲ್ಲಿಕಾರ್ಜುನ, ರಾಮಪ್ಪ, ಹನುಮಂತಪ್ಪ, ಹುಲಿಗೆಮ್ಮ ಹಾಗೂ ಇತರರು ಇದ್ದರು. xyxy=(446,124,686,198)
godown-photo xyxy=(634,954,774,1070)
wage-quote-box xyxy=(800,338,916,460)
black-dot xyxy=(117,1442,123,1448)
wage-story xyxy=(680,314,916,722)
dharma-story xyxy=(482,1148,916,1436)
wage-meeting-photo xyxy=(680,576,916,716)
black-dot xyxy=(627,1442,633,1448)
hand-icon xyxy=(32,102,72,142)
paper-name: ಹೊಸದಿಗಂತ xyxy=(746,32,820,53)
column-rule xyxy=(479,730,480,1132)
social-text2: ನಿರಂತರ ಪ್ರಯತ್ನದಿಂದ ಮಾತ್ರ ಯಶಸ್ಸು ಸಾಧ್ಯ. ಶಿಸ್ತು, ಸಮಯಪಾಲನೆ ಮೈಗೂಡಿಸಿಕೊಳ್ಳಬೇಕು. ಕಾಲೇಜಿನಲ್ಲಿ ಉತ್ತಮ ಮೂಲಸೌಕರ್ಯ ಕಲ್ಪಿಸಲಾಗಿದೆ. ವಿದ್ಯಾರ್ಥಿಗಳು ಸದುಪಯೋಗ ಪಡಿಸಿಕೊಳ್ಳಬೇಕು ಎಂದು ಹೇಳಿದರು. 1.24 ಕೋಟಿ ರೂ. ವೆಚ್ಚದಲ್ಲಿ ನೂತನ ಕಟ್ಟಡ ನಿರ್ಮಾಣ ಮಾಡಲಾಗಿದ್ದು, ಶೀಘ್ರ ಉದ್ಘಾಟನೆ ಮಾಡಲಾಗುವುದು ಎಂದರು. xyxy=(348,1184,470,1249)
dateline-block xyxy=(38,34,198,86)
lead-dateline: ವಿಜಯನಗರ: xyxy=(208,398,237,406)
dharma-story-head: ಹಿಂದೂ ಧರ್ಮ ಎಲ್ಲರ ಕರ್ತವ್ಯ: ಶ್ರೀಗಳು xyxy=(577,1153,821,1175)
cyan-dot xyxy=(330,1442,336,1448)
weather-block xyxy=(300,74,480,90)
bottom-band-rule-right xyxy=(530,1140,915,1142)
wage-story-col2 xyxy=(800,464,916,570)
lead-col1b xyxy=(208,562,358,720)
masthead-day: ಗುರುವಾರ xyxy=(38,34,74,47)
brand-block xyxy=(716,30,912,92)
lead-photo-caption xyxy=(364,526,670,566)
bottom-band-rule-left xyxy=(30,1140,400,1142)
kirusuddi-story3-head-line2: ಗ್ರಾಹಕರ ಸಂವಾದ ಸಭೆ xyxy=(67,969,161,984)
kirusuddi-story1-head xyxy=(30,150,198,190)
seva-dateline: ಕೊಟ್ಟೂರು: xyxy=(484,754,508,762)
social-story xyxy=(30,1148,470,1436)
